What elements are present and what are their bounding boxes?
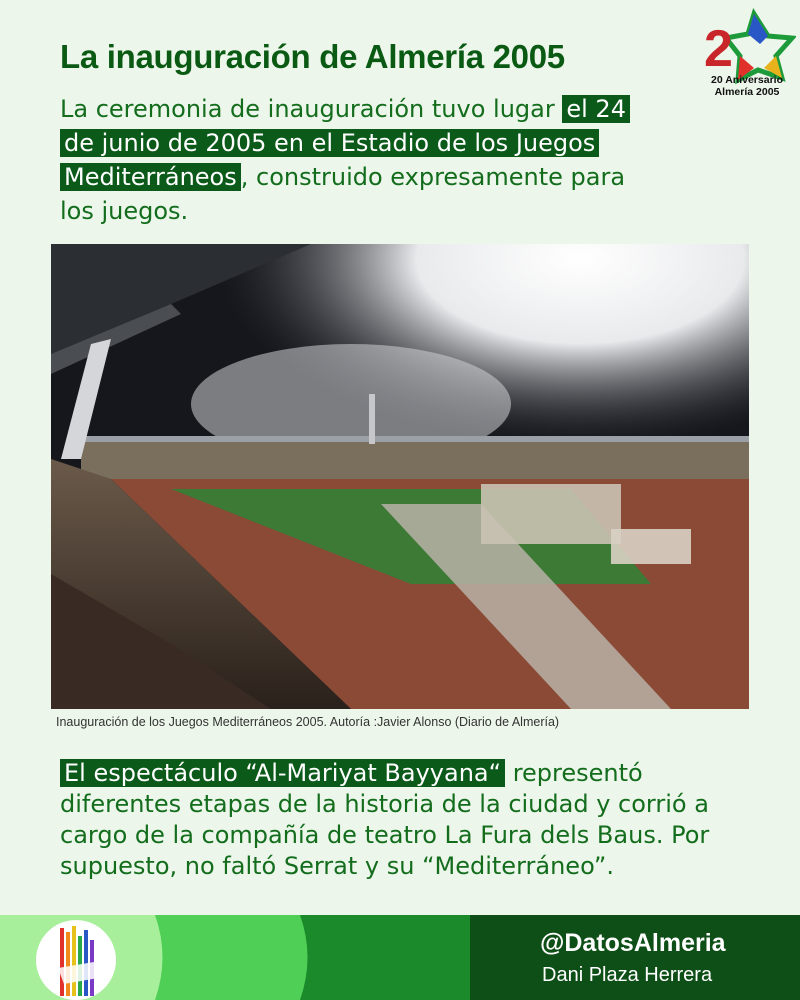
logo-line-2: Almería 2005	[714, 86, 780, 98]
footer-handle: @DatosAlmeria	[540, 929, 726, 957]
intro-text-1: La ceremonia de inauguración tuvo lugar	[60, 95, 555, 123]
logo-caption	[698, 74, 796, 98]
svg-text:2: 2	[704, 20, 733, 78]
logo-line-1: 20 Aniversario	[711, 74, 783, 86]
page-title: La inauguración de Almería 2005	[60, 38, 565, 75]
datos-almeria-logo-icon	[34, 918, 118, 1000]
intro-highlight: el 24 de junio de 2005 en el Estadio de los Juegos Mediterráneos	[60, 95, 630, 191]
stadium-photo	[51, 244, 749, 709]
intro-text-2: , construido expresamente para los juegos.	[60, 163, 626, 225]
intro-paragraph	[60, 92, 650, 228]
body-text: representó diferentes etapas de la historia de la ciudad y corrió a cargo de la compañía de teatro La Fura dels Baus. Por supuesto, no faltó Serrat y su “Mediterráneo”.	[60, 759, 710, 880]
photo-caption: Inauguración de los Juegos Mediterráneos 2005. Autoría :Javier Alonso (Diario de Almería)	[56, 715, 560, 729]
footer-author: Dani Plaza Herrera	[542, 964, 713, 986]
body-highlight: El espectáculo “Al-Mariyat Bayyana“	[60, 759, 505, 787]
body-paragraph	[60, 758, 760, 882]
